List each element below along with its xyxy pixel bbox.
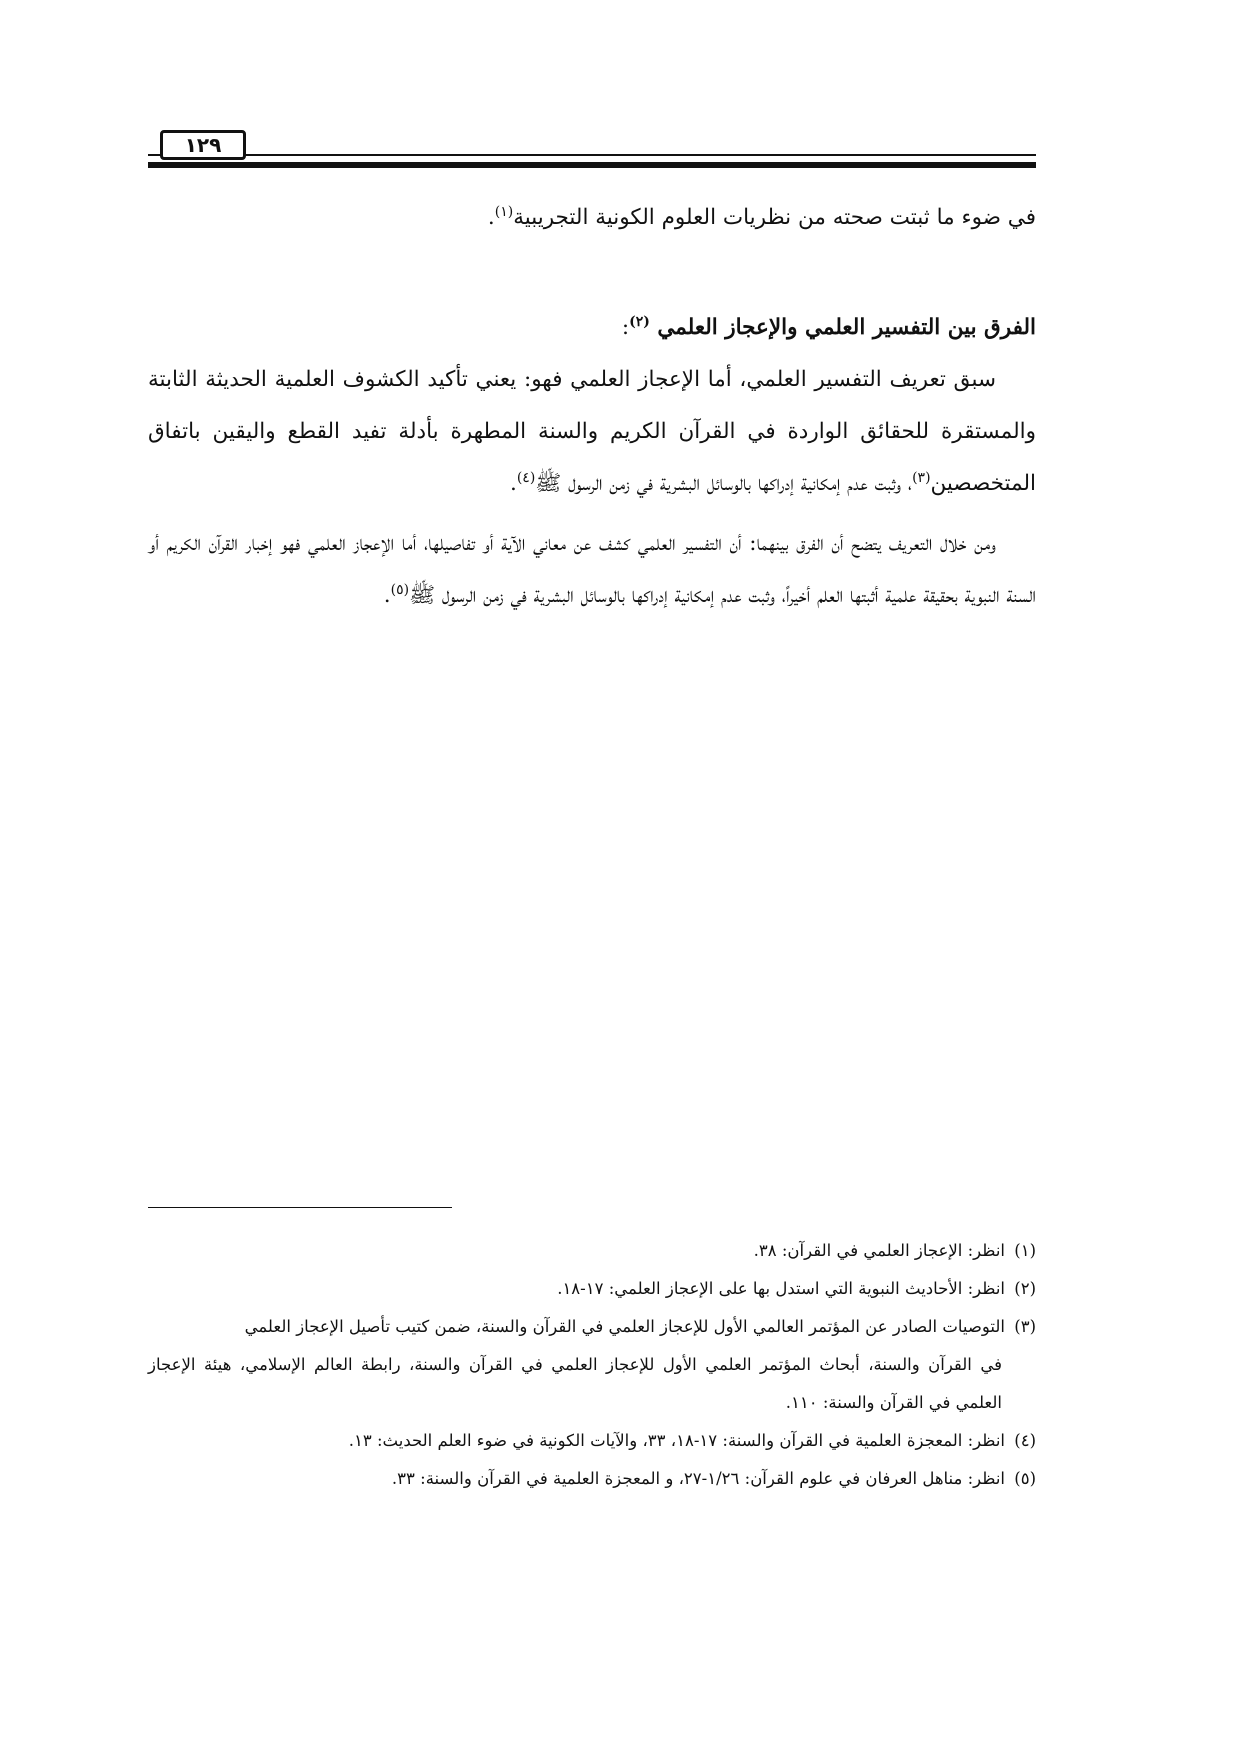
footnote-number: (٢) [1014, 1279, 1036, 1298]
page-header [148, 124, 1036, 172]
paragraph-1-part-a: سبق تعريف التفسير العلمي، أما الإعجاز العلمي فهو: يعني تأكيد الكشوف العلمية الحديثة الثابتة والمستقرة للحقائق الواردة في القرآن الكريم والسنة المطهرة بأدلة تفيد القطع واليقين باتفاق المتخصصين [148, 367, 1036, 496]
footnote-ref-2[interactable]: (٢) [629, 313, 650, 330]
intro-line [148, 192, 1036, 244]
footnote-text: التوصيات الصادر عن المؤتمر العالمي الأول للإعجاز العلمي في القرآن والسنة، ضمن كتيب تأصيل الإعجاز العلمي [244, 1317, 1005, 1336]
paragraph-1 [148, 354, 1036, 510]
footnote-number: (٣) [1014, 1317, 1036, 1336]
footnote-text: انظر: الإعجاز العلمي في القرآن: ٣٨. [753, 1241, 1005, 1260]
intro-text: في ضوء ما ثبتت صحته من نظريات العلوم الكونية التجريبية [513, 205, 1036, 230]
page-number: ١٢٩ [160, 130, 246, 160]
footnote-text: انظر: مناهل العرفان في علوم القرآن: ١/٢٦-٢٧، و المعجزة العلمية في القرآن والسنة: ٣٣. [391, 1469, 1005, 1488]
footnote-separator [148, 1207, 452, 1208]
footnote-1 [148, 1232, 1036, 1270]
paragraph-2-text: ومن خلال التعريف يتضح أن الفرق بينهما: أن التفسير العلمي كشف عن معاني الآية أو تفاصيلها، أما الإعجاز العلمي فهو إخبار القرآن الكريم أو السنة النبوية بحقيقة علمية أثبتها العلم أخيراً، وثبت عدم إمكانية إدراكها بالوسائل البشرية في زمن الرسول ﷺ [148, 531, 1036, 608]
footnotes [148, 1232, 1036, 1498]
footnote-ref-1[interactable]: (١) [494, 203, 514, 220]
paragraph-2 [148, 518, 1036, 622]
header-thick-rule [148, 162, 1036, 168]
footnote-ref-4[interactable]: (٤) [516, 469, 536, 486]
paragraph-2-end: . [383, 583, 391, 608]
heading-colon: : [621, 315, 630, 340]
paragraph-1-part-b: ، وثبت عدم إمكانية إدراكها بالوسائل البشرية في زمن الرسول ﷺ [535, 471, 913, 496]
footnote-number: (١) [1014, 1241, 1036, 1260]
footnote-text: انظر: الأحاديث النبوية التي استدل بها على الإعجاز العلمي: ١٧-١٨. [557, 1279, 1005, 1298]
footnote-number: (٤) [1014, 1431, 1036, 1450]
footnote-5 [148, 1460, 1036, 1498]
paragraph-1-end: . [509, 471, 517, 496]
heading-text: الفرق بين التفسير العلمي والإعجاز العلمي [649, 315, 1036, 340]
footnote-ref-3[interactable]: (٣) [912, 469, 931, 486]
main-text [148, 192, 1036, 622]
footnote-text: انظر: المعجزة العلمية في القرآن والسنة: ١٧-١٨، ٣٣، والآيات الكونية في ضوء العلم الحديث: ١٣. [348, 1431, 1005, 1450]
section-heading [148, 302, 1036, 354]
footnote-continuation: في القرآن والسنة، أبحاث المؤتمر العلمي الأول للإعجاز العلمي في القرآن والسنة، رابطة العالم الإسلامي، هيئة الإعجاز العلمي في القرآن والسنة: ١١٠. [148, 1355, 1002, 1412]
intro-end: . [487, 205, 495, 230]
footnote-4 [148, 1422, 1036, 1460]
header-thin-rule [148, 154, 1036, 156]
footnote-3 [148, 1308, 1036, 1422]
footnote-2 [148, 1270, 1036, 1308]
footnote-number: (٥) [1014, 1469, 1036, 1488]
footnote-ref-5[interactable]: (٥) [390, 581, 410, 598]
